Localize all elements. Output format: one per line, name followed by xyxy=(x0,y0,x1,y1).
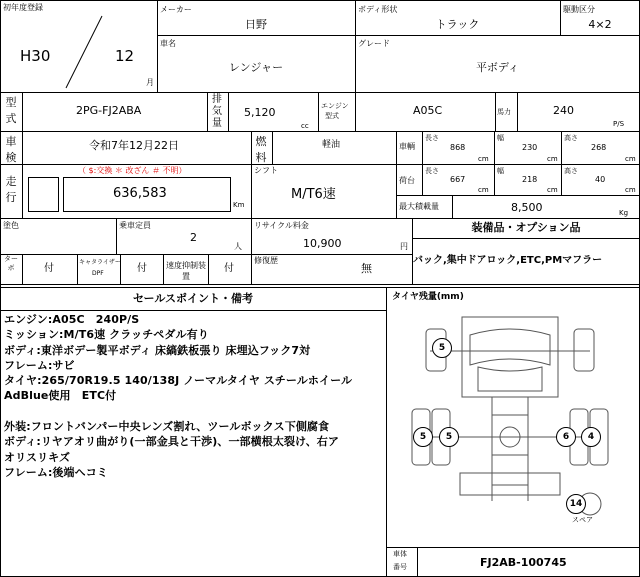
engine-type-label-1: エンジン xyxy=(321,102,349,110)
vehicle-length-unit: cm xyxy=(478,155,489,163)
turbo-value: 付 xyxy=(44,263,54,274)
catalyst-value: 付 xyxy=(137,263,147,274)
selling-point-line: ボディ:東洋ボデー製平ボディ 床縞鉄板張り 床埋込フック7対 xyxy=(4,343,311,357)
cargo-length-unit: cm xyxy=(478,186,489,194)
cargo-length-value: 667 xyxy=(450,175,466,184)
selling-point-line: タイヤ:265/70R19.5 140/138J ノーマルタイヤ スチールホイール xyxy=(4,374,353,388)
cargo-height-value: 40 xyxy=(595,175,606,184)
vehicle-height-label: 高さ xyxy=(564,134,578,142)
model-name-value: レンジャー xyxy=(228,61,284,74)
recycle-label: リサイクル料金 xyxy=(254,221,309,230)
repair-history-value: 無 xyxy=(361,262,372,275)
mileage-note: （ $:交換 ＊ 改ざん ＃ 不明） xyxy=(78,166,187,175)
cargo-width-label: 幅 xyxy=(497,167,504,175)
max-load-label: 最大積載量 xyxy=(399,202,439,211)
turbo-label: ターボ xyxy=(4,255,18,272)
mileage-value: 636,583 xyxy=(113,186,167,201)
drive-value: 4×2 xyxy=(588,18,612,31)
fuel-value: 軽油 xyxy=(322,140,341,150)
transmission-label: シフト xyxy=(254,166,278,175)
mileage-unit: Km xyxy=(233,201,245,209)
capacity-label: 乗車定員 xyxy=(119,221,151,230)
tire-depth-title: タイヤ残量(mm) xyxy=(392,292,464,302)
selling-point-line: ボディ:リヤアオリ曲がり(一部金具と干渉)、一部横根太裂け、右ア xyxy=(4,435,340,449)
capacity-value: 2 xyxy=(190,231,197,244)
mileage-label: 走行 xyxy=(5,175,17,204)
color-label: 塗色 xyxy=(3,221,19,230)
grade-label: グレード xyxy=(358,39,390,48)
vehicle-width-label: 幅 xyxy=(497,134,504,142)
horsepower-label: 馬力 xyxy=(497,108,511,116)
recycle-unit: 円 xyxy=(400,242,408,251)
selling-point-line: フレーム:サビ xyxy=(4,358,75,372)
selling-point-line: ミッション:M/T6速 クラッチペダル有り xyxy=(4,328,209,342)
tire-rear-left-inner: 5 xyxy=(439,427,459,447)
catalyst-label-2: DPF xyxy=(92,270,104,277)
selling-point-line: オリスリキズ xyxy=(4,450,71,464)
selling-point-line: AdBlue使用 ETC付 xyxy=(4,389,117,403)
grade-value: 平ボディ xyxy=(475,61,520,74)
tire-rear-left-outer: 5 xyxy=(413,427,433,447)
cargo-height-label: 高さ xyxy=(564,167,578,175)
cargo-length-label: 長さ xyxy=(425,167,439,175)
cargo-width-unit: cm xyxy=(547,186,558,194)
vehicle-height-unit: cm xyxy=(625,155,636,163)
first-reg-era-year: H30 xyxy=(20,47,51,65)
first-reg-month-unit: 月 xyxy=(146,78,154,87)
options-title: 装備品・オプション品 xyxy=(471,221,581,234)
vehicle-width-value: 230 xyxy=(522,143,538,152)
model-name-label: 車名 xyxy=(160,39,176,48)
selling-points-text xyxy=(4,312,384,480)
model-code-label: 型式 xyxy=(5,96,17,125)
model-code-value: 2PG-FJ2ABA xyxy=(76,104,142,117)
inspection-label: 車検 xyxy=(5,135,17,164)
catalyst-label-1: キャタライザー xyxy=(79,259,121,266)
max-load-unit: Kg xyxy=(619,209,629,217)
fuel-label: 燃料 xyxy=(255,135,267,164)
displacement-label: 排気量 xyxy=(212,94,222,129)
tire-rear-right-outer: 4 xyxy=(581,427,601,447)
tire-rear-right-inner: 6 xyxy=(556,427,576,447)
selling-point-line: フレーム:後端ヘコミ xyxy=(4,465,108,479)
selling-points-title: セールスポイント・備考 xyxy=(132,292,253,305)
repair-history-label: 修復歴 xyxy=(254,256,278,265)
horsepower-unit: P/S xyxy=(613,120,625,128)
speed-limiter-label: 速度抑制装置 xyxy=(166,261,206,281)
horsepower-value: 240 xyxy=(553,104,574,117)
first-reg-slash xyxy=(60,14,110,90)
vehicle-length-label: 長さ xyxy=(425,134,439,142)
chassis-number-value: FJ2AB-100745 xyxy=(480,556,567,569)
first-reg-label: 初年度登録 xyxy=(3,3,43,12)
cargo-width-value: 218 xyxy=(522,175,538,184)
max-load-value: 8,500 xyxy=(511,201,543,214)
tire-spare: 14 xyxy=(566,494,586,514)
displacement-unit: cc xyxy=(301,122,309,130)
inspection-value: 令和7年12月22日 xyxy=(89,139,179,152)
transmission-value: M/T6速 xyxy=(291,187,336,202)
speed-limiter-value: 付 xyxy=(224,263,234,274)
maker-value: 日野 xyxy=(245,18,267,31)
cargo-height-unit: cm xyxy=(625,186,636,194)
maker-label: メーカー xyxy=(160,5,192,14)
tire-front-left: 5 xyxy=(432,338,452,358)
body-shape-label: ボディ形状 xyxy=(358,5,398,14)
chassis-label-2: 番号 xyxy=(393,563,407,571)
chassis-label-1: 車体 xyxy=(393,550,407,558)
displacement-value: 5,120 xyxy=(244,106,276,119)
cargo-dims-label: 荷台 xyxy=(399,176,415,185)
capacity-unit: 人 xyxy=(234,242,242,251)
options-value: バック,集中ドアロック,ETC,PMマフラー xyxy=(413,255,603,266)
vehicle-width-unit: cm xyxy=(547,155,558,163)
engine-type-label-2: 型式 xyxy=(325,112,339,120)
drive-label: 駆動区分 xyxy=(563,5,595,14)
recycle-value: 10,900 xyxy=(303,237,342,250)
engine-type-value: A05C xyxy=(413,104,443,117)
tire-spare-label: スペア xyxy=(572,516,593,524)
vehicle-height-value: 268 xyxy=(591,143,607,152)
body-shape-value: トラック xyxy=(435,18,480,31)
selling-point-line: 外装:フロントバンパー中央レンズ割れ、ツールボックス下側腐食 xyxy=(4,420,330,434)
mileage-status-box xyxy=(28,177,59,212)
selling-point-line: エンジン:A05C 240P/S xyxy=(4,313,140,326)
vehicle-length-value: 868 xyxy=(450,143,466,152)
vehicle-dims-label: 車輌 xyxy=(399,142,415,151)
first-reg-month: 12 xyxy=(115,47,135,65)
